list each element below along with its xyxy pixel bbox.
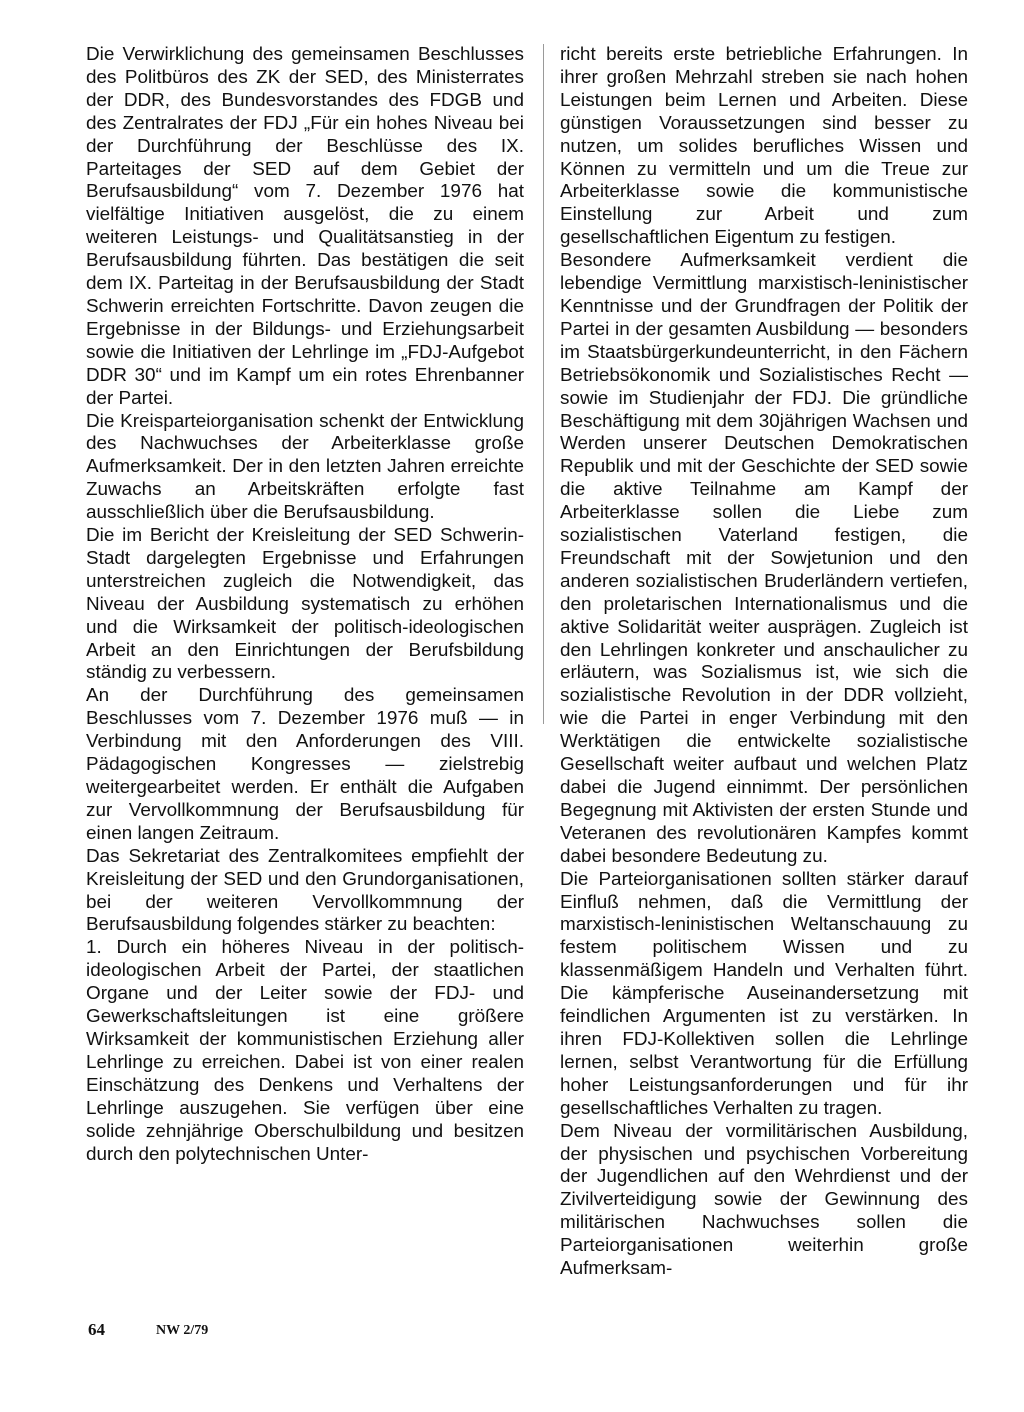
paragraph: Das Sekretariat des Zentralkomitees empfiehlt der Kreisleitung der SED und den Grundorganisationen, bei der weiteren Vervollkommnung der Berufsausbildung folgendes stärker zu beachten: xyxy=(86,845,524,936)
paragraph: 1. Durch ein höheres Niveau in der politisch-ideologischen Arbeit der Partei, der staatlichen Organe und der Leiter sowie der FDJ- und Gewerkschaftsleitungen ist eine größere Wirksamkeit der kommunistischen Erziehung aller Lehrlinge zu erreichen. Dabei ist von einer realen Einschätzung des Denkens und Verhaltens der Lehrlinge auszugehen. Sie verfügen über eine solide zehnjährige Oberschulbildung und besitzen durch den polytechnischen Unter- xyxy=(86,937,524,1165)
paragraph: Die Parteiorganisationen sollten stärker darauf Einfluß nehmen, daß die Vermittlung der marxistisch-leninistischen Weltanschauung zu festem politischem Wissen und zu klassenmäßigem Handeln und Verhalten führt. Die kämpferische Auseinandersetzung mit feindlichen Argumenten ist zu verstärken. In ihren FDJ-Kollektiven sollen die Lehrlinge lernen, selbst Verantwortung für die Erfüllung hoher Leistungsanforderungen und für ihr gesellschaftliches Verhalten zu tragen. xyxy=(560,868,968,1119)
paragraph: Besondere Aufmerksamkeit verdient die lebendige Vermittlung marxistisch-leninistischer Kenntnisse und der Grundfragen der Politik der Partei in der gesamten Ausbildung — besonders im Staatsbürgerkundeunterricht, in den Fächern Betriebsökonomik und Sozialistisches Recht — sowie im Studienjahr der FDJ. Die gründliche Beschäftigung mit dem 30jährigen Wachsen und Werden unserer Deutschen Demokratischen Republik und mit der Geschichte der SED sowie die aktive Teilnahme am Kampf der Arbeiterklasse sollen die Liebe zum sozialistischen Vaterland festigen, die Freundschaft mit der Sowjetunion und den anderen sozialistischen Bruderländern vertiefen, den proletarischen Internationalismus und die aktive Solidarität weiter ausprägen. Zugleich ist den Lehrlingen konkreter und anschaulicher zu erläutern, was Sozialismus ist, wie sich die sozialistische Revolution in der DDR vollzieht, wie die Partei in enger Verbindung mit den Werktätigen die entwickelte sozialistische Gesellschaft weiter aufbaut und welchen Platz dabei die Jugend einnimmt. Der persönlichen Begegnung mit Aktivisten der ersten Stunde und Veteranen des revolutionären Kampfes kommt dabei besondere Bedeutung zu. xyxy=(560,250,968,867)
paragraph: Die im Bericht der Kreisleitung der SED Schwerin-Stadt dargelegten Ergebnisse und Erfahrungen unterstreichen zugleich die Notwendigkeit, das Niveau der Ausbildung systematisch zu erhöhen und die Wirksamkeit der politisch-ideologischen Arbeit an den Einrichtungen der Berufsbildung ständig zu verbessern. xyxy=(86,525,524,684)
paragraph: richt bereits erste betriebliche Erfahrungen. In ihrer großen Mehrzahl streben sie nach hohen Leistungen beim Lernen und Arbeiten. Diese günstigen Voraussetzungen sind besser zu nutzen, um solides berufliches Wissen und Können zu vermitteln und um die Treue zur Arbeiterklasse sowie die kommunistische Einstellung zur Arbeit und zum gesellschaftlichen Eigentum zu festigen. xyxy=(560,44,968,249)
paragraph: An der Durchführung des gemeinsamen Beschlusses vom 7. Dezember 1976 muß — in Verbindung mit den Anforderungen des VIII. Pädagogischen Kongresses — zielstrebig weitergearbeitet werden. Er enthält die Aufgaben zur Vervollkommnung der Berufsausbildung für einen langen Zeitraum. xyxy=(86,685,524,844)
paragraph: Dem Niveau der vormilitärischen Ausbildung, der physischen und psychischen Vorbereitung der Jugendlichen auf den Wehrdienst und der Zivilverteidigung sowie der Gewinnung des militärischen Nachwuchses sollen die Parteiorganisationen weiterhin große Aufmerksam- xyxy=(560,1120,968,1280)
paragraph: Die Kreisparteiorganisation schenkt der Entwicklung des Nachwuchses der Arbeiterklasse große Aufmerksamkeit. Der in den letzten Jahren erreichte Zuwachs an Arbeitskräften erfolgte fast ausschließlich über die Berufsausbildung. xyxy=(86,410,524,524)
right-column xyxy=(560,44,968,1281)
left-column xyxy=(86,44,524,1166)
column-divider xyxy=(543,44,544,724)
issue-label: NW 2/79 xyxy=(156,1323,209,1338)
page-number: 64 xyxy=(88,1320,105,1339)
paragraph: Die Verwirklichung des gemeinsamen Beschlusses des Politbüros des ZK der SED, des Ministerrates der DDR, des Bundesvorstandes des FDGB und des Zentralrates der FDJ „Für ein hohes Niveau bei der Durchführung der Beschlüsse des IX. Parteitages der SED auf dem Gebiet der Berufsausbildung“ vom 7. Dezember 1976 hat vielfältige Initiativen ausgelöst, die zu einem weiteren Leistungs- und Qualitätsanstieg in der Berufsausbildung führten. Das bestätigen die seit dem IX. Parteitag in der Berufsausbildung der Stadt Schwerin erreichten Fortschritte. Davon zeugen die Ergebnisse in der Bildungs- und Erziehungsarbeit sowie die Initiativen der Lehrlinge im „FDJ-Aufgebot DDR 30“ und im Kampf um ein rotes Ehrenbanner der Partei. xyxy=(86,44,524,409)
